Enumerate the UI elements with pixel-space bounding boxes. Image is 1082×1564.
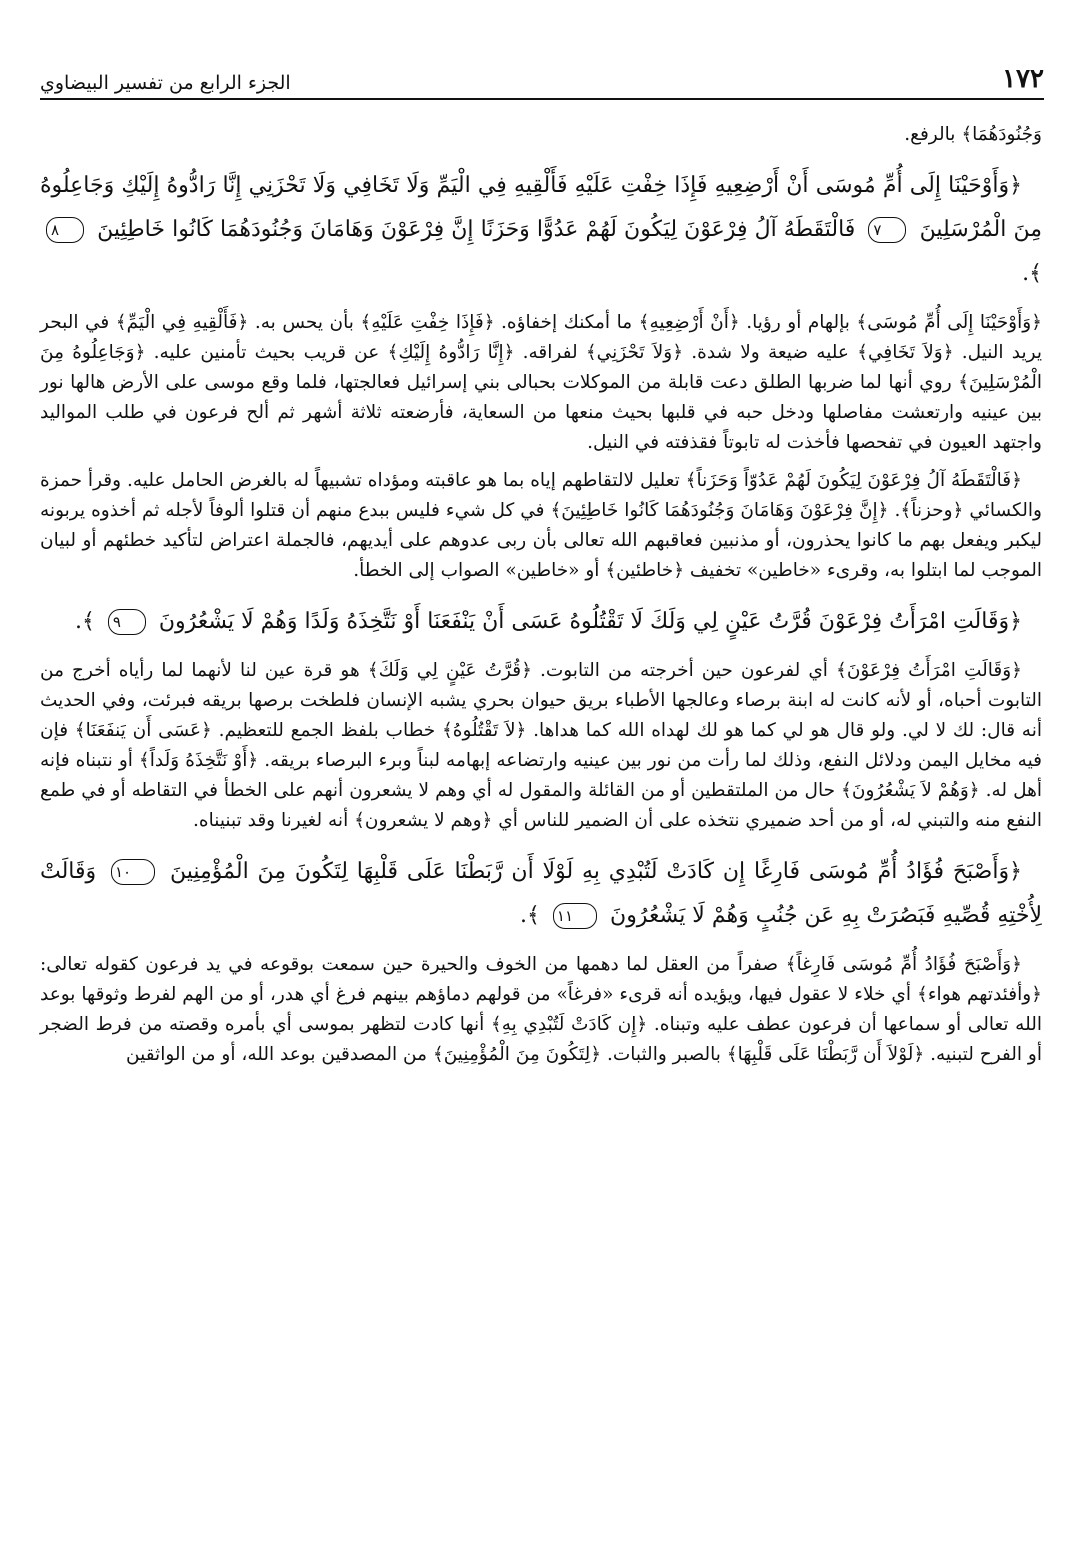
quran-verse-7-8	[40, 164, 1042, 296]
continuation-line: وَجُنُودَهُمَا﴾ بالرفع.	[904, 124, 1042, 145]
ayah-number-marker: ٩	[108, 609, 146, 635]
page-header	[40, 58, 1044, 100]
commentary-paragraph: ﴿فَالْتَقَطَهُ آلُ فِرْعَوْنَ لِيَكُونَ لَهُمْ عَدُوّاً وَحَزَناً﴾ تعليل لالتقاطهم إياه بما هو عاقبته ومؤداه تشبيهاً له بالغرض الحامل عليه. وقرأ حمزة والكسائي ﴿وحزناً﴾. ﴿إِنَّ فِرْعَوْنَ وَهَامَانَ وَجُنُودَهُمَا كَانُوا خَاطِئِينَ﴾ في كل شيء فليس ببدع منهم أن قتلوا ألوفاً لأجله ثم أخذوه يربونه ليكبر ويفعل بهم ما كانوا يحذرون، أو مذنبين فعاقبهم الله تعالى بأن ربى عدوهم على أيديهم، فالجملة اعتراض لتأكيد خطئهم أو لبيان الموجب لما ابتلوا به، وقرىء «خاطين» تخفيف ﴿خاطئين﴾ أو «خاطين» الصواب إلى الخطأ.	[40, 470, 1042, 581]
verse-end-bracket: ﴾.	[1022, 261, 1042, 286]
commentary-paragraph: ﴿وَأَوْحَيْنَا إِلَى أُمِّ مُوسَى﴾ بإلهام أو رؤيا. ﴿أَنْ أَرْضِعِيهِ﴾ ما أمكنك إخفاؤه. ﴿فَإِذَا خِفْتِ عَلَيْهِ﴾ بأن يحس به. ﴿فَأَلْقِيهِ فِي الْيَمِّ﴾ في البحر يريد النيل. ﴿وَلاَ تَخَافِي﴾ عليه ضيعة ولا شدة. ﴿وَلاَ تَحْزَنِي﴾ لفراقه. ﴿إِنَّا رَادُّوهُ إِلَيْكِ﴾ عن قريب بحيث تأمنين عليه. ﴿وَجَاعِلُوهُ مِنَ الْمُرْسَلِينَ﴾ روي أنها لما ضربها الطلق دعت قابلة من الموكلات بحبالى بني إسرائيل فعالجتها، فلما وقع موسى على الأرض هالها نور بين عينيه وارتعشت مفاصلها ودخل حبه في قلبها بحيث منعها من السعاية، فأرضعته ثلاثة أشهر ثم ألح فرعون في طلب المواليد واجتهد العيون في تفحصها فأخذت له تابوتاً فقذفته في النيل.	[40, 312, 1042, 453]
running-title: الجزء الرابع من تفسير البيضاوي	[40, 72, 291, 94]
verse-text: ﴿وَأَوْحَيْنَا إِلَى أُمِّ مُوسَى أَنْ أَرْضِعِيهِ فَإِذَا خِفْتِ عَلَيْهِ فَأَلْقِيهِ فِي الْيَمِّ وَلَا تَخَافِي وَلَا تَحْزَنِي إِنَّا رَادُّوهُ إِلَيْكِ وَجَاعِلُوهُ مِنَ الْمُرْسَلِينَ	[40, 173, 1042, 242]
page-number: ١٧٢	[1002, 64, 1044, 94]
commentary-paragraph: ﴿وَقَالَتِ امْرَأَتُ فِرْعَوْنَ﴾ أي لفرعون حين أخرجته من التابوت. ﴿قُرَّتُ عَيْنٍ لِي وَلَكَ﴾ هو قرة عين لنا لأنهما لما رأياه أخرج من التابوت أحباه، أو لأنه كانت له ابنة برصاء وعالجها الأطباء بريق حيوان بحري يشبه الإنسان فلطخت برصها بريقه فبرئت، وفي الحديث أنه قال: لك لا لي. ولو قال هو لي كما هو لك لهداه الله كما هداها. ﴿لاَ تَقْتُلُوهُ﴾ خطاب بلفظ الجمع للتعظيم. ﴿عَسَى أَن يَنفَعَنَا﴾ فإن فيه مخايل اليمن ودلائل النفع، وذلك لما رأت من نور بين عينيه وارتضاعه إبهامه لبناً وبرء البرصاء بريقه. ﴿أَوْ نَتَّخِذَهُ وَلَداً﴾ أو نتبناه فإنه أهل له. ﴿وَهُمْ لاَ يَشْعُرُونَ﴾ حال من الملتقطين أو من القائلة والمقول له أي وهم لا يشعرون أنهم على الخطأ في التقاطه أو في طمع النفع منه والتبني له، أو من أحد ضميري نتخذه على أن الضمير للناس أي ﴿وهم لا يشعرون﴾ أنه لغيرنا وقد تبنيناه.	[40, 660, 1042, 831]
ayah-number-marker: ١٠	[111, 859, 155, 885]
ayah-number-marker: ٨	[46, 217, 84, 243]
verse-text: فَالْتَقَطَهُ آلُ فِرْعَوْنَ لِيَكُونَ لَهُمْ عَدُوًّا وَحَزَنًا إِنَّ فِرْعَوْنَ وَهَامَانَ وَجُنُودَهُمَا كَانُوا خَاطِئِينَ	[97, 217, 856, 242]
commentary-paragraph: ﴿وَأَصْبَحَ فُؤَادُ أُمِّ مُوسَى فَارِغاً﴾ صفراً من العقل لما دهمها من الخوف والحيرة حين سمعت بوقوعه في يد فرعون كقوله تعالى: ﴿وأفئدتهم هواء﴾ أي خلاء لا عقول فيها، ويؤيده أنه قرىء «فرغاً» من قولهم دماؤهم بينهم فرغ أي هدر، أو من الهم لفرط وثوقها بوعد الله تعالى أو سماعها أن فرعون عطف عليه وتبناه. ﴿إِن كَادَتْ لَتُبْدِي بِهِ﴾ أنها كادت لتظهر بموسى أي بأمره وقصته من فرط الضجر أو الفرح لتبنيه. ﴿لَوْلاَ أَن رَّبَطْنَا عَلَى قَلْبِهَا﴾ بالصبر والثبات. ﴿لِتَكُونَ مِنَ الْمُؤْمِنِينَ﴾ من المصدقين بوعد الله، أو من الواثقين	[40, 954, 1042, 1065]
verse-text: ﴿وَقَالَتِ امْرَأَتُ فِرْعَوْنَ قُرَّتُ عَيْنٍ لِي وَلَكَ لَا تَقْتُلُوهُ عَسَى أَنْ يَنْفَعَنَا أَوْ نَتَّخِذَهُ وَلَدًا وَهُمْ لَا يَشْعُرُونَ	[158, 609, 1022, 634]
ayah-number-marker: ١١	[553, 903, 597, 929]
quran-verse-9	[40, 600, 1042, 644]
verse-text: وَقَالَتْ لِأُخْتِهِ قُصِّيهِ فَبَصُرَتْ بِهِ عَن جُنُبٍ وَهُمْ لَا يَشْعُرُونَ	[40, 859, 1042, 928]
verse-text: ﴿وَأَصْبَحَ فُؤَادُ أُمِّ مُوسَى فَارِغًا إِن كَادَتْ لَتُبْدِي بِهِ لَوْلَا أَن رَّبَطْنَا عَلَى قَلْبِهَا لِتَكُونَ مِنَ الْمُؤْمِنِينَ	[169, 859, 1022, 884]
verse-end-bracket: ﴾.	[520, 903, 540, 928]
verse-end-bracket: ﴾.	[74, 609, 95, 634]
quran-verse-10-11	[40, 850, 1042, 938]
page-body	[40, 120, 1042, 1554]
ayah-number-marker: ٧	[868, 217, 906, 243]
